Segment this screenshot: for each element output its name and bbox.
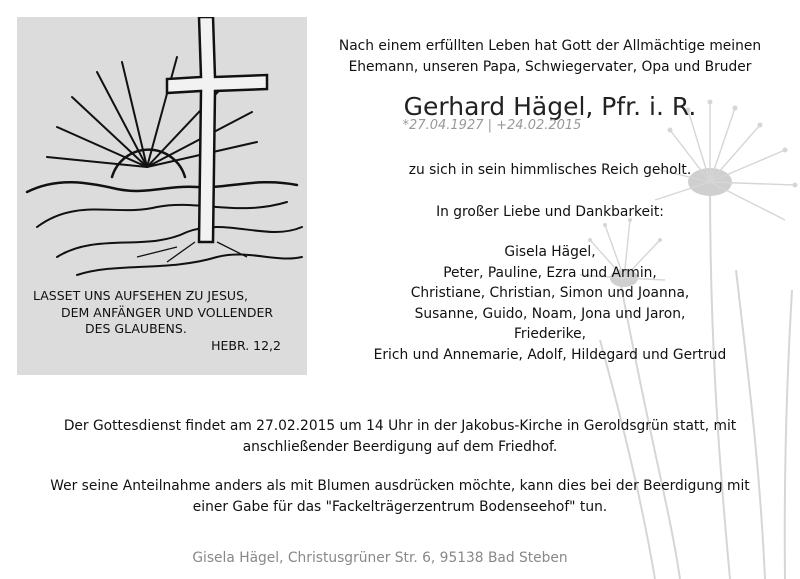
donation-line-1: Wer seine Anteilnahme anders als mit Blumen ausdrücken möchte, kann dies bei der Beerdigung mit [50, 478, 750, 494]
family-list [312, 242, 788, 365]
gratitude-text: In großer Liebe und Dankbarkeit: [436, 204, 664, 220]
intro-text [312, 36, 788, 78]
bible-verse [33, 288, 303, 354]
family-line: Peter, Pauline, Ezra und Armin, [443, 264, 657, 281]
family-line: Christiane, Christian, Simon und Joanna, [410, 285, 690, 301]
heaven-text: zu sich in sein himmlisches Reich geholt. [408, 162, 692, 178]
cross-sunrise-illustration-icon [17, 17, 307, 287]
service-line-1: Der Gottesdienst findet am 27.02.2015 um 14 Uhr in der Jakobus-Kirche in Geroldsgrün statt, mit [63, 418, 737, 434]
family-line: Gisela Hägel, [504, 244, 596, 260]
life-dates: *27.04.1927 | +24.02.2015 [402, 118, 582, 133]
donation-line-2: einer Gabe für das "Fackelträgerzentrum Bodenseehof" tun. [192, 499, 608, 515]
family-line: Susanne, Guido, Noam, Jona und Jaron, [414, 305, 686, 322]
family-line: Erich und Annemarie, Adolf, Hildegard und Gertrud [373, 346, 727, 363]
family-line: Friederike, [513, 326, 587, 342]
service-info [0, 416, 800, 458]
service-line-2: anschließender Beerdigung auf dem Friedhof. [242, 439, 558, 455]
verse-line-3: DES GLAUBENS. [85, 321, 187, 336]
verse-reference: HEBR. 12,2 [211, 337, 281, 353]
donation-info [0, 476, 800, 518]
intro-line-1: Nach einem erfüllten Leben hat Gott der Allmächtige meinen [338, 38, 762, 54]
sender-address: Gisela Hägel, Christusgrüner Str. 6, 95138 Bad Steben [192, 550, 568, 566]
deceased-name: Gerhard Hägel, Pfr. i. R. [403, 92, 697, 121]
verse-line-2: DEM ANFÄNGER UND VOLLENDER [61, 304, 274, 320]
verse-line-1: LASSET UNS AUFSEHEN ZU JESUS, [33, 288, 248, 303]
intro-line-2: Ehemann, unseren Papa, Schwiegervater, Opa und Bruder [348, 59, 752, 75]
